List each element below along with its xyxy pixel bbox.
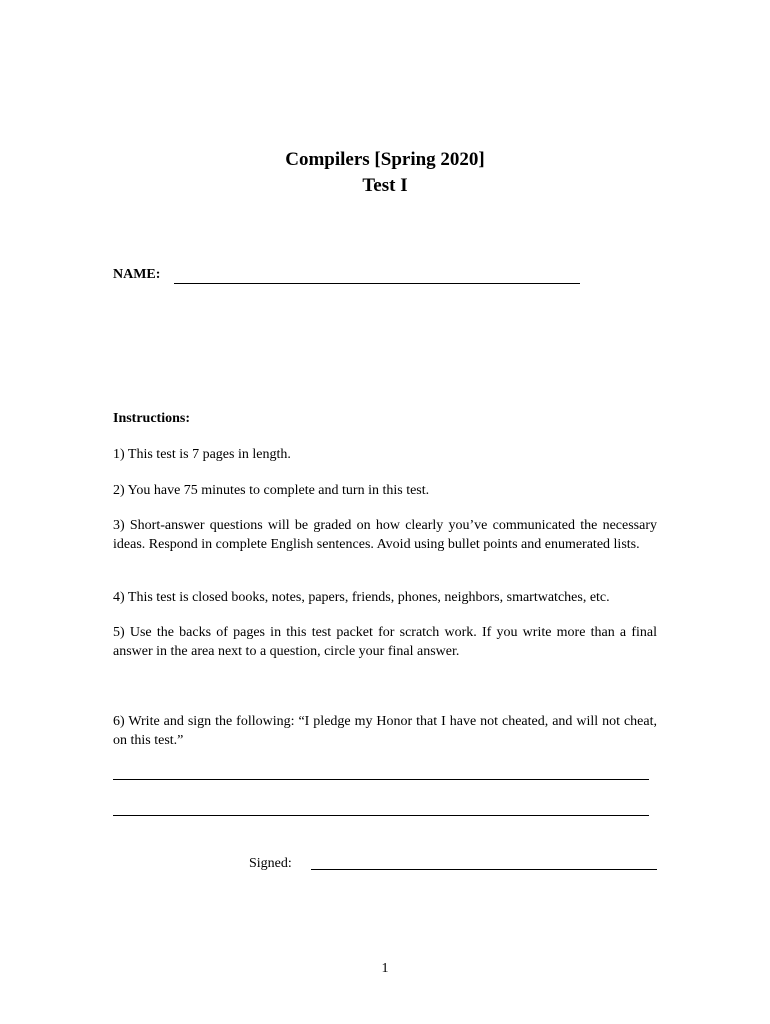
name-write-line xyxy=(174,283,580,284)
signed-label: Signed: xyxy=(249,856,292,871)
instruction-item-4: 4) This test is closed books, notes, papers, friends, phones, neighbors, smartwatches, etc. xyxy=(113,590,610,605)
page-number: 1 xyxy=(381,961,389,976)
name-label: NAME: xyxy=(113,267,161,282)
pledge-write-line-1 xyxy=(113,779,649,780)
instruction-item-3: 3) Short-answer questions will be graded on how clearly you’ve communicated the necessary ideas. Respond in complete English sentences. Avoid using bullet points and enumerated lists. xyxy=(113,518,657,552)
instruction-item-2: 2) You have 75 minutes to complete and turn in this test. xyxy=(113,483,430,498)
instruction-item-1: 1) This test is 7 pages in length. xyxy=(113,447,291,462)
instruction-item-6: 6) Write and sign the following: “I pledge my Honor that I have not cheated, and will not cheat, on this test.” xyxy=(113,714,657,748)
instruction-item-5: 5) Use the backs of pages in this test packet for scratch work. If you write more than a final answer in the area next to a question, circle your final answer. xyxy=(113,625,657,659)
signature-write-line xyxy=(311,869,657,870)
course-title: Compilers [Spring 2020] xyxy=(285,149,485,170)
instructions-heading: Instructions: xyxy=(113,411,191,426)
pledge-write-line-2 xyxy=(113,815,649,816)
test-title: Test I xyxy=(362,175,408,196)
